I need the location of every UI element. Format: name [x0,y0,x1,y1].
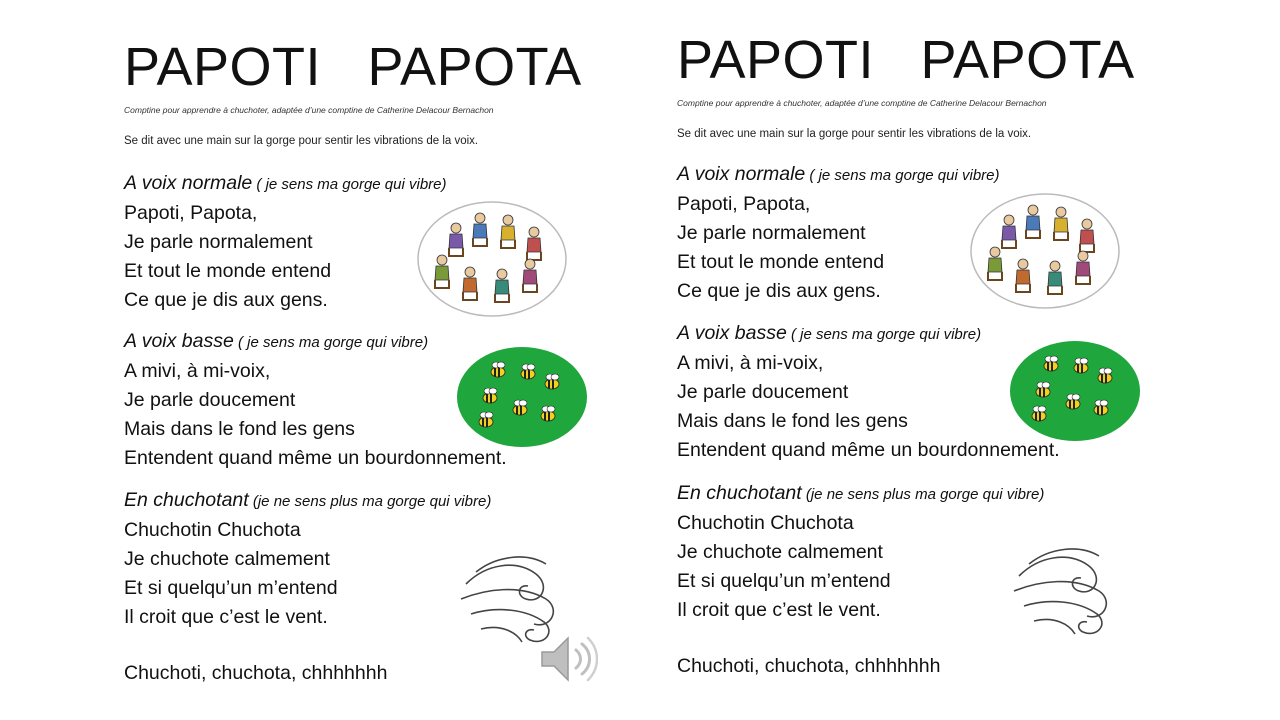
bees-illustration [1009,340,1141,442]
stanza-heading [677,479,1147,509]
stanza-heading-label: A voix normale [677,163,806,185]
lyric-line: Et si quelqu’un m’entend [677,570,891,592]
lyric-line: Je chuchote calmement [677,541,883,563]
wind-illustration [1009,536,1119,646]
intro-text: Se dit avec une main sur la gorge pour sentir les vibrations de la voix. [677,128,1032,140]
lyric-line: Je chuchote calmement [124,548,330,570]
lyric-line: Je parle normalement [124,231,313,253]
stanza-heading [677,160,1147,190]
stanza-heading-label: A voix normale [124,172,253,194]
lyric-line: Et tout le monde entend [677,251,885,273]
lyric-line: A mivi, à mi-voix, [677,352,824,374]
lyric-line: Entendent quand même un bourdonnement. [124,447,507,469]
lyric-line: Chuchotin Chuchota [124,519,301,541]
stanza-heading-note: (je ne sens plus ma gorge qui vibre) [801,486,1045,503]
stanza-heading-label: En chuchotant [677,482,802,504]
lyric-line: Et si quelqu’un m’entend [124,577,338,599]
lyric-line: Papoti, Papota, [124,202,258,224]
lyric-line: Il croit que c’est le vent. [124,606,328,628]
lyric-line: Je parle doucement [124,389,296,411]
lyric-line: Papoti, Papota, [677,193,811,215]
intro-text: Se dit avec une main sur la gorge pour sentir les vibrations de la voix. [124,135,479,147]
page-title: PAPOTI PAPOTA [124,37,582,97]
page-subtitle: Comptine pour apprendre à chuchoter, adaptée d’une comptine de Catherine Delacour Bernachon [124,105,494,115]
people-circle-illustration [969,192,1121,310]
stanza-heading-label: A voix basse [677,322,787,344]
stanza-heading-note: ( je sens ma gorge qui vibre) [805,167,1000,184]
lyric-line: Ce que je dis aux gens. [124,289,328,311]
stanza-heading-note: (je ne sens plus ma gorge qui vibre) [248,493,492,510]
ending-line: Chuchoti, chuchota, chhhhhhh [677,655,941,677]
lyric-line: Il croit que c’est le vent. [677,599,881,621]
page-subtitle: Comptine pour apprendre à chuchoter, adaptée d’une comptine de Catherine Delacour Bernachon [677,98,1047,108]
stanza-heading-note: ( je sens ma gorge qui vibre) [252,176,447,193]
lyric-line: A mivi, à mi-voix, [124,360,271,382]
lyrics-page-left [124,0,684,720]
stanza-heading-label: En chuchotant [124,489,249,511]
stanza-heading-note: ( je sens ma gorge qui vibre) [233,334,429,351]
stanza-heading [124,169,594,199]
speaker-icon[interactable] [536,628,598,690]
ending-line: Chuchoti, chuchota, chhhhhhh [124,662,388,684]
page-title: PAPOTI PAPOTA [677,30,1135,90]
lyric-line: Je parle doucement [677,381,849,403]
stanza-heading [124,486,594,516]
lyric-line: Ce que je dis aux gens. [677,280,881,302]
stanza-heading-label: A voix basse [124,330,234,352]
lyric-line: Entendent quand même un bourdonnement. [677,439,1060,461]
lyric-line: Mais dans le fond les gens [677,410,908,432]
people-circle-illustration [416,200,568,318]
lyric-line: Je parle normalement [677,222,866,244]
bees-illustration [456,346,588,448]
lyric-line: Et tout le monde entend [124,260,332,282]
stanza-heading-note: ( je sens ma gorge qui vibre) [786,326,982,343]
lyrics-page-right [677,0,1237,720]
lyric-line: Mais dans le fond les gens [124,418,355,440]
lyric-line: Chuchotin Chuchota [677,512,854,534]
